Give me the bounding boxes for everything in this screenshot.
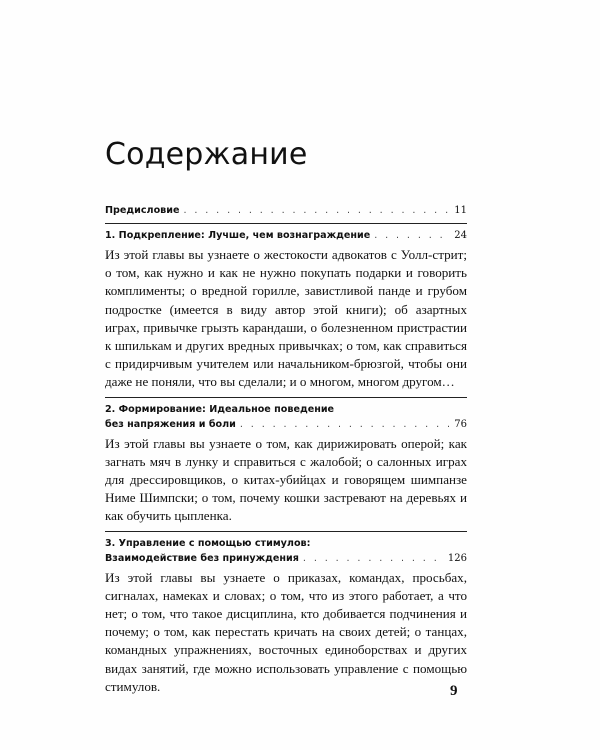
toc-page-number: 76: [454, 418, 467, 430]
page-number: 9: [450, 683, 458, 699]
dot-leader: [240, 417, 450, 432]
toc-page-number: 24: [454, 230, 467, 241]
chapter-description: Из этой главы вы узнаете о том, как дирижировать оперой; как загнать мяч в лунку и справиться с жалобой; о салонных играх для дрессировщиков, о китах-убийцах и говорящем шимпанзе Ниме Шимпски; о том, почему кошки застревают на деревьях и как обучить цыпленка.: [105, 435, 467, 524]
toc-entry-heading: [105, 551, 467, 566]
divider: [105, 531, 467, 532]
toc-entry-heading: [105, 228, 467, 243]
toc-entry-chapter-2: [105, 402, 467, 526]
toc-entry-preface: [105, 203, 467, 218]
dot-leader: [374, 228, 450, 243]
toc-entry-label-line1: 3. Управление с помощью стимулов:: [105, 537, 311, 549]
chapter-description: Из этой главы вы узнаете о жестокости адвокатов с Уолл-стрит; о том, как нужно и как не нужно покупать подарки и говорить комплименты; о вредной горилле, завистливой панде и грубом подростке (имеется в виду автор этой книги); об азартных играх, привычке грызть карандаши, о болезненном пристрастии к шпилькам и других вредных привычках; о том, как справиться с придирчивым учителем или начальником-брюзгой, чтобы они даже не поняли, что вы сделали; и о многом, многом другом…: [105, 247, 467, 390]
toc-entry-label-line2: без напряжения и боли: [105, 418, 236, 430]
toc-entry-label-line1: 2. Формирование: Идеальное поведение: [105, 403, 335, 415]
dot-leader: [303, 551, 444, 566]
toc-entry-label: 1. Подкрепление: Лучше, чем вознаграждение: [105, 230, 371, 241]
toc-entry-heading: [105, 203, 467, 218]
toc-entry-chapter-3: [105, 536, 467, 696]
toc-entry-chapter-1: [105, 228, 467, 392]
toc-entry-label-line2: Взаимодействие без принуждения: [105, 552, 299, 564]
toc-entry-label: Предисловие: [105, 205, 180, 216]
table-of-contents: [105, 203, 467, 696]
dot-leader: [183, 203, 450, 218]
page-title: Содержание: [105, 137, 308, 172]
divider: [105, 397, 467, 398]
toc-page-number: 126: [447, 552, 467, 564]
toc-page-number: 11: [454, 205, 467, 216]
toc-entry-heading: [105, 417, 467, 432]
divider: [105, 223, 467, 224]
chapter-description: Из этой главы вы узнаете о приказах, командах, просьбах, сигналах, намеках и словах; о том, что из этого работает, а что нет; о том, что такое дисциплина, кто добивается подчинения и почему; о том, как перестать кричать на своих детей; о танцах, командных упражнениях, восточных единоборствах и других видах занятий, где можно использовать управление с помощью стимулов.: [105, 569, 467, 694]
